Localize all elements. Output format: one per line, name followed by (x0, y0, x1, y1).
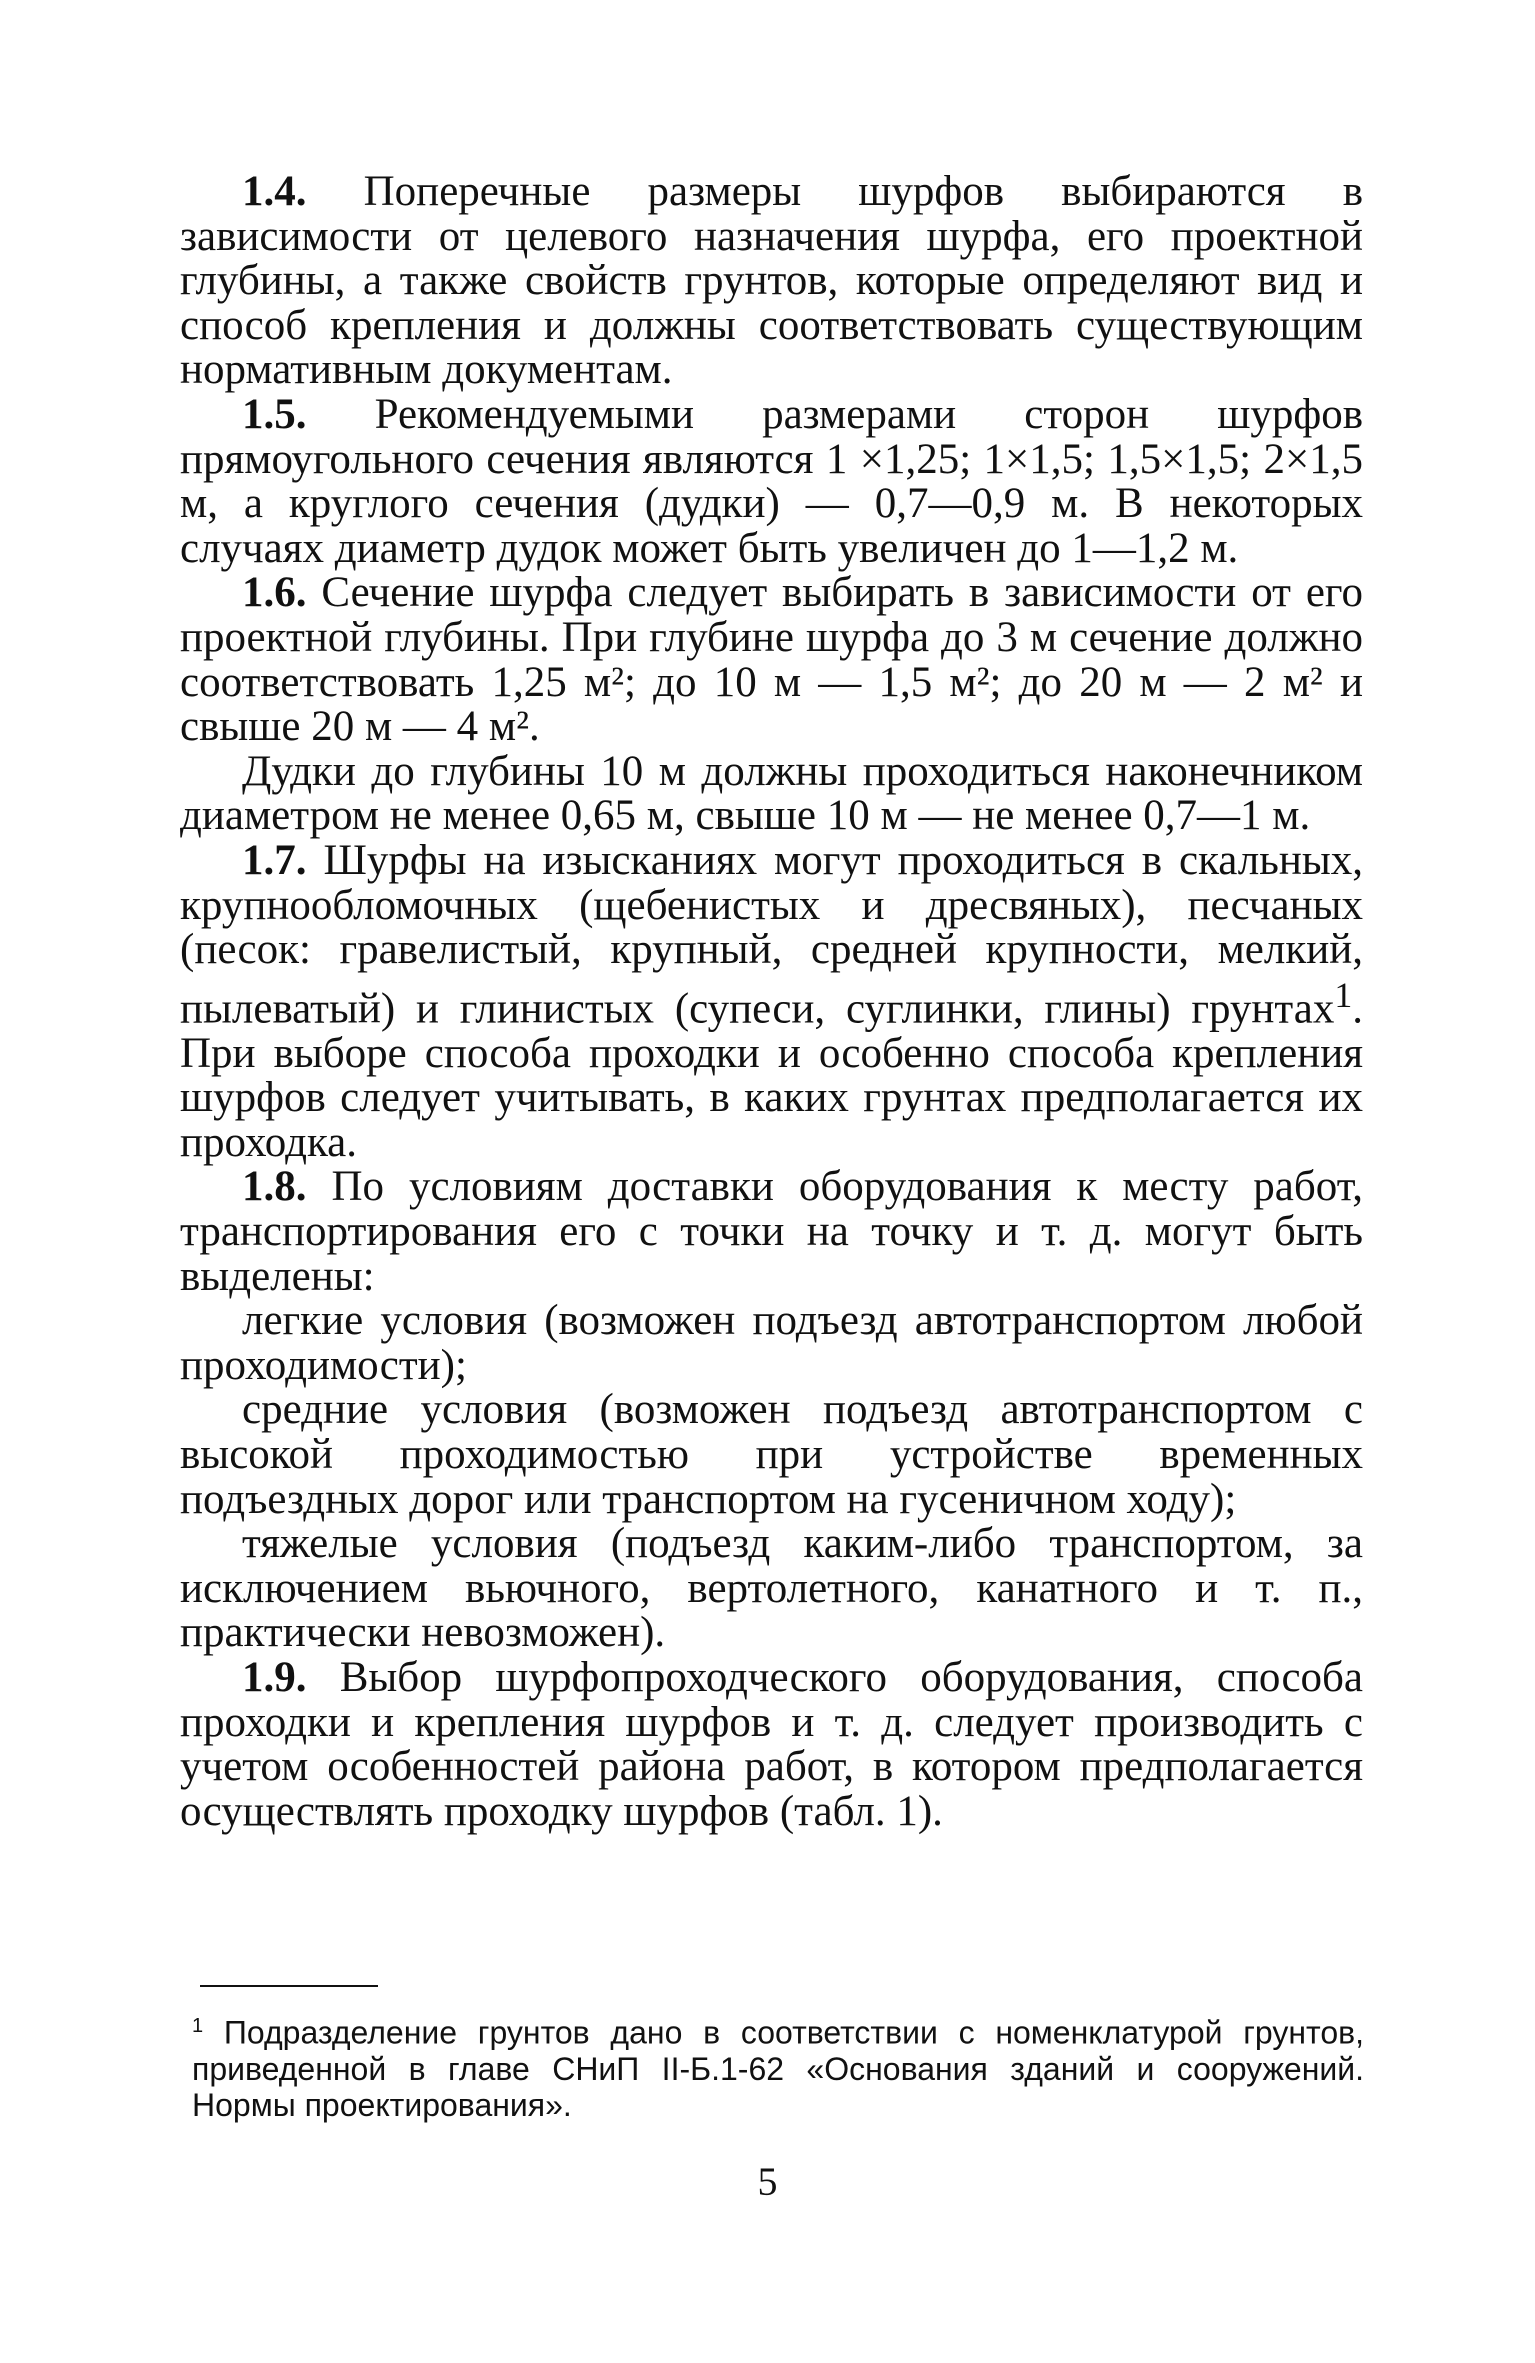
paragraph-1-7 (180, 836, 1363, 1166)
paragraph-number: 1.9. (242, 1653, 307, 1701)
page-number: 5 (757, 2159, 778, 2204)
paragraph-text: Сечение шурфа следует выбирать в зависимости от его проектной глубины. При глубине шурфа до 3 м сечение должно соответствовать 1,25 м²; до 10 м — 1,5 м²; до 20 м — 2 м² и свыше 20 м — 4 м². (180, 569, 1364, 751)
paragraph-text: Рекомендуемыми размерами сторон шурфов прямоугольного сечения являются 1 ×1,25; 1×1,5; 1,5×1,5; 2×1,5 м, а круглого сечения (дудки) — 0,7—0,9 м. В некоторых случаях диаметр дудок может быть увеличен до 1—1,2 м. (180, 390, 1364, 572)
footnote (192, 2008, 1364, 2123)
paragraph-text: Поперечные размеры шурфов выбираются в зависимости от целевого назначения шурфа, его проектной глубины, а также свойств грунтов, которые определяют вид и способ крепления и должны соответствовать существующим нормативным документам. (180, 168, 1364, 394)
paragraph-text: . При выборе способа проходки и особенно способа крепления шурфов следует учитывать, в каких грунтах предполагается их проходка. (180, 985, 1363, 1166)
condition-light: легкие условия (возможен подъезд автотранспортом любой проходимости); (180, 1297, 1363, 1389)
paragraph-number: 1.7. (242, 836, 307, 884)
paragraph-1-6 (180, 571, 1363, 749)
paragraph-1-5 (180, 390, 1364, 572)
condition-heavy: тяжелые условия (подъезд каким-либо транспортом, за исключением вьючного, вертолетного, канатного и т. п., практически невозможен). (180, 1520, 1363, 1657)
paragraph-1-4 (180, 170, 1363, 393)
paragraph-number: 1.6. (242, 569, 307, 617)
paragraph-text: Выбор шурфопроходческого оборудования, способа проходки и крепления шурфов и т. д. следует производить с учетом особенностей района работ, в котором предполагается осуществлять проходку шурфов (табл. 1). (180, 1653, 1364, 1835)
footnote-reference[interactable]: 1 (1334, 974, 1353, 1015)
paragraph-1-9 (180, 1653, 1364, 1835)
footnote-mark: 1 (192, 2015, 204, 2037)
paragraph-dudki (180, 747, 1363, 840)
paragraph-number: 1.4. (242, 168, 307, 215)
condition-medium: средние условия (возможен подъезд автотранспортом с высокой проходимостью при устройстве временных подъездных дорог или транспортом на гусеничном ходу); (180, 1386, 1363, 1523)
paragraph-1-8 (180, 1165, 1363, 1299)
body-text (180, 170, 1363, 1834)
paragraph-text: По условиям доставки оборудования к месту работ, транспортирования его с точки на точку и т. д. могут быть выделены: (180, 1163, 1364, 1300)
paragraph-text: Шурфы на изысканиях могут проходиться в скальных, крупнообломочных (щебенистых и дресвяных), песчаных (песок: гравелистый, крупный, средней крупности, мелкий, пылеватый) и глинистых (супеси, суглинки, глины) грунтах (180, 836, 1363, 1033)
paragraph-text: Дудки до глубины 10 м должны проходиться наконечником диаметром не менее 0,65 м, свыше 10 м — не менее 0,7—1 м. (180, 747, 1363, 840)
footnote-text: Подразделение грунтов дано в соответствии с номенклатурой грунтов, приведенной в главе СНиП II-Б.1-62 «Основания зданий и сооружений. Нормы проектирования». (192, 2014, 1365, 2123)
footnote-divider (200, 1985, 378, 1987)
paragraph-number: 1.5. (242, 390, 307, 438)
paragraph-number: 1.8. (242, 1163, 307, 1211)
